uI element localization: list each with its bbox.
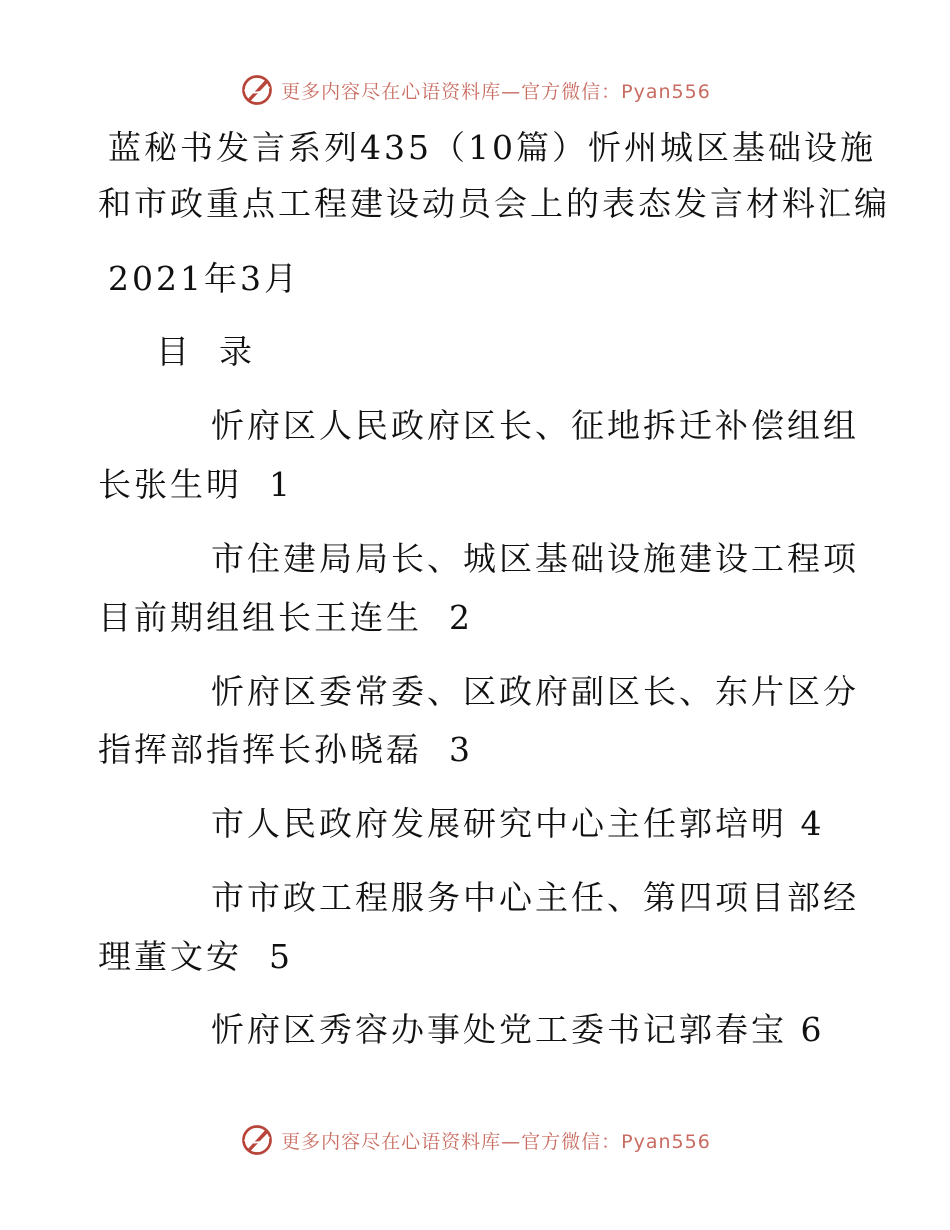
toc-entry-text: 理董文安 5 [98, 937, 293, 976]
quill-logo-icon [239, 1122, 275, 1158]
quill-logo-icon [239, 72, 275, 108]
toc-heading: 目 录 [156, 332, 255, 371]
toc-entry-text: 市市政工程服务中心主任、第四项目部经 [211, 878, 859, 917]
toc-entry-text: 指挥部指挥长孙晓磊 3 [98, 730, 473, 769]
toc-entry-text: 长张生明 1 [98, 465, 293, 504]
toc-entry-text: 目前期组组长王连生 2 [98, 598, 473, 637]
document-date: 2021年3月 [108, 259, 300, 298]
watermark-header [0, 70, 950, 110]
document-title-line-1: 蓝秘书发言系列435（10篇）忻州城区基础设施 [108, 128, 876, 167]
toc-entry-text: 市住建局局长、城区基础设施建设工程项 [211, 539, 859, 578]
document-title-line-2: 和市政重点工程建设动员会上的表态发言材料汇编 [98, 184, 890, 223]
toc-entry-text: 市人民政府发展研究中心主任郭培明 4 [211, 804, 825, 843]
watermark-text: 更多内容尽在心语资料库—官方微信：Pyan556 [281, 1130, 711, 1153]
toc-entry-text: 忻府区人民政府区长、征地拆迁补偿组组 [211, 406, 859, 445]
watermark-text: 更多内容尽在心语资料库—官方微信：Pyan556 [281, 80, 711, 103]
toc-entry-text: 忻府区秀容办事处党工委书记郭春宝 6 [211, 1010, 825, 1049]
toc-entry-text: 忻府区委常委、区政府副区长、东片区分 [211, 672, 859, 711]
watermark-footer [0, 1120, 950, 1160]
